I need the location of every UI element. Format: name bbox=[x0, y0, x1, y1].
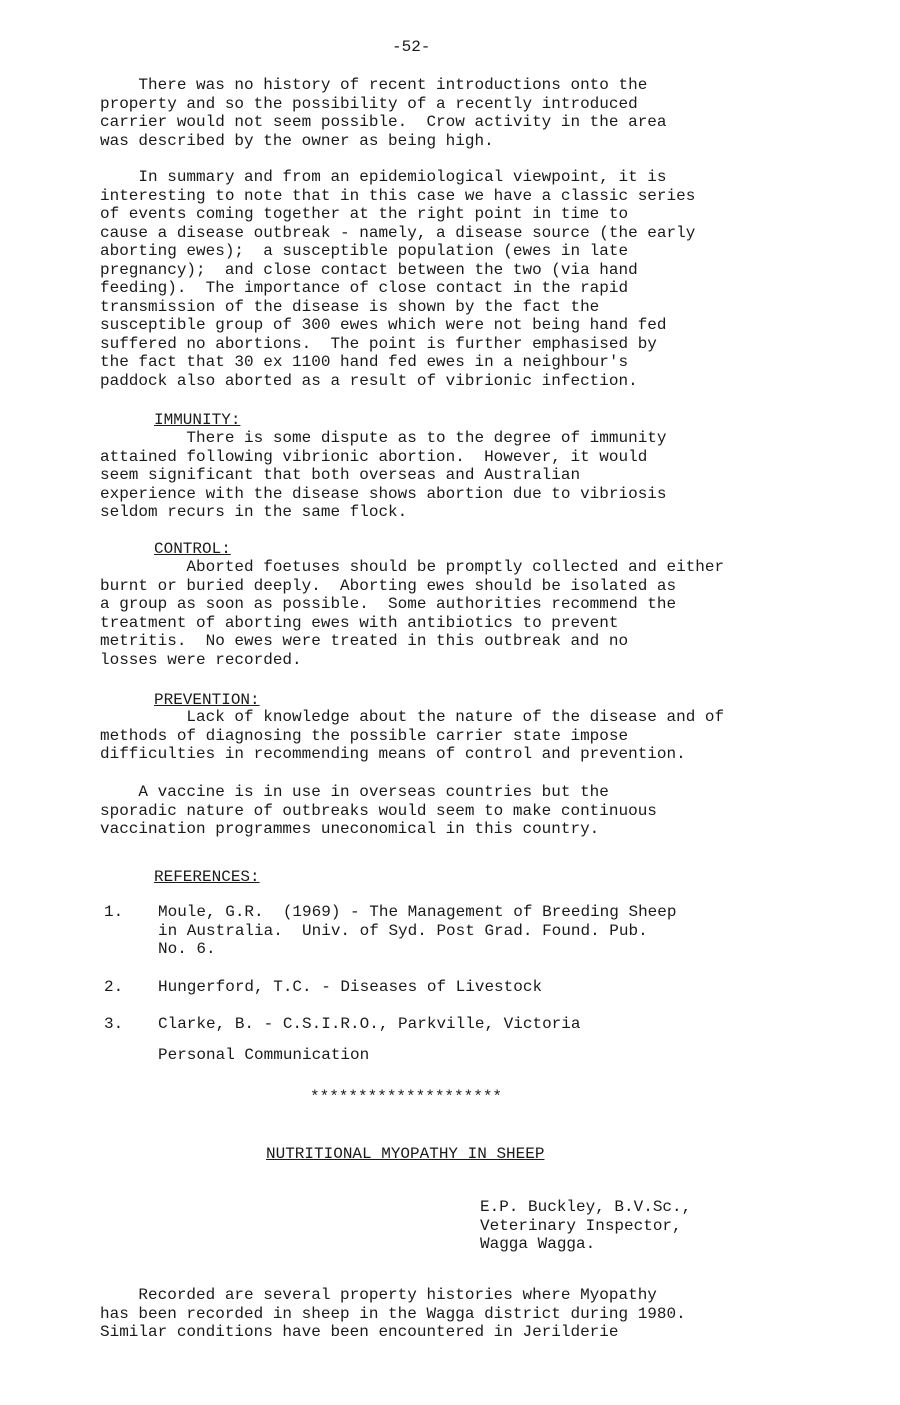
reference-text bbox=[158, 978, 778, 997]
text-line: metritis. No ewes were treated in this outbreak and no bbox=[100, 632, 629, 650]
text-line: feeding). The importance of close contact in the rapid bbox=[100, 279, 629, 297]
page-number: -52- bbox=[392, 38, 431, 56]
prevention-heading: PREVENTION: bbox=[154, 691, 260, 709]
text-line: of events coming together at the right point in time to bbox=[100, 205, 629, 223]
text-line: Lack of knowledge about the nature of the disease and of bbox=[100, 708, 725, 726]
text-line: a group as soon as possible. Some authorities recommend the bbox=[100, 595, 677, 613]
text-line: sporadic nature of outbreaks would seem to make continuous bbox=[100, 801, 657, 820]
text-line: cause a disease outbreak - namely, a disease source (the early bbox=[100, 223, 696, 242]
immunity-heading: IMMUNITY: bbox=[154, 411, 241, 429]
text-line: A vaccine is in use in overseas countries but the bbox=[100, 783, 609, 801]
text-line bbox=[158, 1034, 778, 1046]
text-line: suffered no abortions. The point is further emphasised by bbox=[100, 334, 657, 353]
text-line: aborting ewes); a susceptible population (ewes in late bbox=[100, 242, 629, 260]
summary-paragraph bbox=[100, 168, 760, 390]
reference-number: 1. bbox=[104, 903, 124, 921]
reference-text bbox=[158, 903, 778, 959]
text-line: susceptible group of 300 ewes which were not being hand fed bbox=[100, 316, 667, 334]
text-line: has been recorded in sheep in the Wagga district during 1980. bbox=[100, 1304, 686, 1323]
text-line: attained following vibrionic abortion. However, it would bbox=[100, 447, 648, 466]
text-line: carrier would not seem possible. Crow activity in the area bbox=[100, 113, 667, 131]
text-line: Moule, G.R. (1969) - The Management of Breeding Sheep bbox=[158, 903, 677, 921]
text-line: interesting to note that in this case we have a classic series bbox=[100, 186, 696, 205]
article-title: NUTRITIONAL MYOPATHY IN SHEEP bbox=[266, 1145, 545, 1163]
text-line: Hungerford, T.C. - Diseases of Livestock bbox=[158, 978, 543, 996]
immunity-paragraph bbox=[100, 429, 760, 522]
intro-paragraph bbox=[100, 76, 760, 150]
control-heading: CONTROL: bbox=[154, 540, 231, 558]
reference-text bbox=[158, 1015, 778, 1064]
text-line: seldom recurs in the same flock. bbox=[100, 503, 408, 521]
text-line: the fact that 30 ex 1100 hand fed ewes in a neighbour's bbox=[100, 353, 629, 371]
prevention-paragraph bbox=[100, 708, 760, 764]
text-line: No. 6. bbox=[158, 940, 216, 958]
text-line: in Australia. Univ. of Syd. Post Grad. Found. Pub. bbox=[158, 921, 648, 940]
text-line: treatment of aborting ewes with antibiotics to prevent bbox=[100, 613, 619, 632]
text-line: paddock also aborted as a result of vibrionic infection. bbox=[100, 371, 638, 390]
vaccine-paragraph bbox=[100, 783, 760, 839]
text-line: Aborted foetuses should be promptly collected and either bbox=[100, 558, 725, 576]
closing-paragraph bbox=[100, 1286, 760, 1342]
text-line: methods of diagnosing the possible carrier state impose bbox=[100, 726, 629, 745]
references-heading: REFERENCES: bbox=[154, 868, 260, 886]
text-line: difficulties in recommending means of control and prevention. bbox=[100, 745, 686, 763]
text-line: was described by the owner as being high. bbox=[100, 131, 494, 150]
text-line: experience with the disease shows abortion due to vibriosis bbox=[100, 484, 667, 503]
reference-number: 2. bbox=[104, 978, 124, 996]
text-line: Clarke, B. - C.S.I.R.O., Parkville, Victoria bbox=[158, 1015, 581, 1033]
text-line: Veterinary Inspector, bbox=[480, 1216, 682, 1235]
text-line: There is some dispute as to the degree of immunity bbox=[100, 429, 667, 447]
text-line: seem significant that both overseas and Australian bbox=[100, 466, 581, 484]
text-line: transmission of the disease is shown by the fact the bbox=[100, 297, 600, 316]
separator: ******************** bbox=[310, 1088, 503, 1106]
text-line: Personal Communication bbox=[158, 1045, 370, 1064]
text-line: E.P. Buckley, B.V.Sc., bbox=[480, 1198, 692, 1216]
text-line: Recorded are several property histories where Myopathy bbox=[100, 1286, 657, 1304]
text-line: property and so the possibility of a recently introduced bbox=[100, 94, 638, 113]
text-line: burnt or buried deeply. Aborting ewes should be isolated as bbox=[100, 576, 677, 595]
text-line: There was no history of recent introductions onto the bbox=[100, 76, 648, 94]
text-line: Wagga Wagga. bbox=[480, 1235, 596, 1253]
text-line: In summary and from an epidemiological viewpoint, it is bbox=[100, 168, 667, 186]
author-block bbox=[480, 1198, 691, 1254]
text-line: losses were recorded. bbox=[100, 650, 302, 669]
reference-number: 3. bbox=[104, 1015, 124, 1033]
text-line: Similar conditions have been encountered in Jerilderie bbox=[100, 1323, 619, 1341]
text-line: pregnancy); and close contact between the two (via hand bbox=[100, 260, 638, 279]
control-paragraph bbox=[100, 558, 760, 669]
text-line: vaccination programmes uneconomical in this country. bbox=[100, 820, 600, 838]
